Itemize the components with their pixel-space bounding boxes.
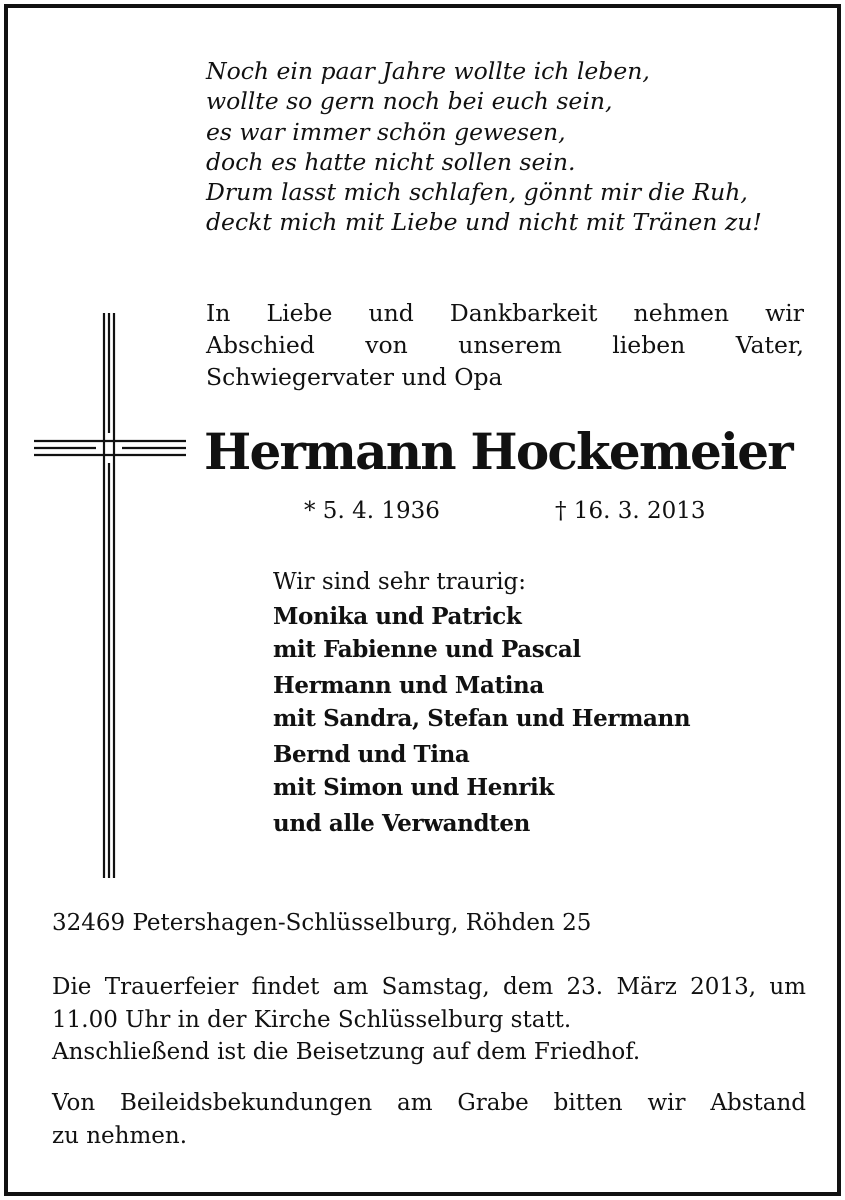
condolence-note: [52, 1087, 806, 1152]
mourners-intro: Wir sind sehr traurig:: [273, 569, 527, 595]
poem-line: wollte so gern noch bei euch sein,: [206, 87, 613, 116]
farewell-intro: [206, 297, 804, 393]
obituary-notice: [4, 4, 841, 1196]
mourner-line: mit Sandra, Stefan und Hermann: [273, 705, 691, 732]
address: 32469 Petershagen-Schlüsselburg, Röhden 25: [52, 910, 592, 936]
funeral-service-info: [52, 971, 806, 1069]
condolence-line: zu nehmen.: [52, 1122, 188, 1149]
mourner-line: mit Simon und Henrik: [273, 774, 554, 801]
poem-line: Drum lasst mich schlafen, gönnt mir die Ruh,: [206, 178, 748, 207]
cross-icon: [34, 313, 194, 878]
poem-line: deckt mich mit Liebe und nicht mit Tränen zu!: [206, 208, 762, 237]
mourner-group: [273, 807, 690, 840]
mourner-line: Hermann und Matina: [273, 672, 544, 699]
mourner-line: mit Fabienne und Pascal: [273, 636, 581, 663]
mourner-line: Bernd und Tina: [273, 741, 470, 768]
poem-line: Noch ein paar Jahre wollte ich leben,: [206, 57, 650, 85]
mourner-line: und alle Verwandten: [273, 810, 530, 837]
poem: [206, 56, 762, 238]
mourner-group: [273, 738, 690, 804]
mourner-group: [273, 669, 690, 735]
poem-line: es war immer schön gewesen,: [206, 117, 566, 146]
birth-date: * 5. 4. 1936: [304, 498, 440, 524]
deceased-name: Hermann Hockemeier: [204, 422, 792, 481]
mourner-line: Monika und Patrick: [273, 603, 522, 630]
intro-line: In Liebe und Dankbarkeit nehmen wir: [206, 299, 804, 327]
service-line: Anschließend ist die Beisetzung auf dem Friedhof.: [52, 1039, 641, 1065]
intro-line: Schwiegervater und Opa: [206, 363, 503, 391]
poem-line: doch es hatte nicht sollen sein.: [206, 147, 576, 176]
death-date: † 16. 3. 2013: [555, 498, 706, 524]
mourners-list: [273, 566, 690, 840]
mourner-group: [273, 600, 690, 666]
intro-line: Abschied von unserem lieben Vater,: [206, 331, 804, 359]
service-line: 11.00 Uhr in der Kirche Schlüsselburg statt.: [52, 1006, 572, 1033]
service-line: Die Trauerfeier findet am Samstag, dem 23. März 2013, um: [52, 974, 806, 1000]
condolence-line: Von Beileidsbekundungen am Grabe bitten wir Abstand: [52, 1090, 806, 1116]
